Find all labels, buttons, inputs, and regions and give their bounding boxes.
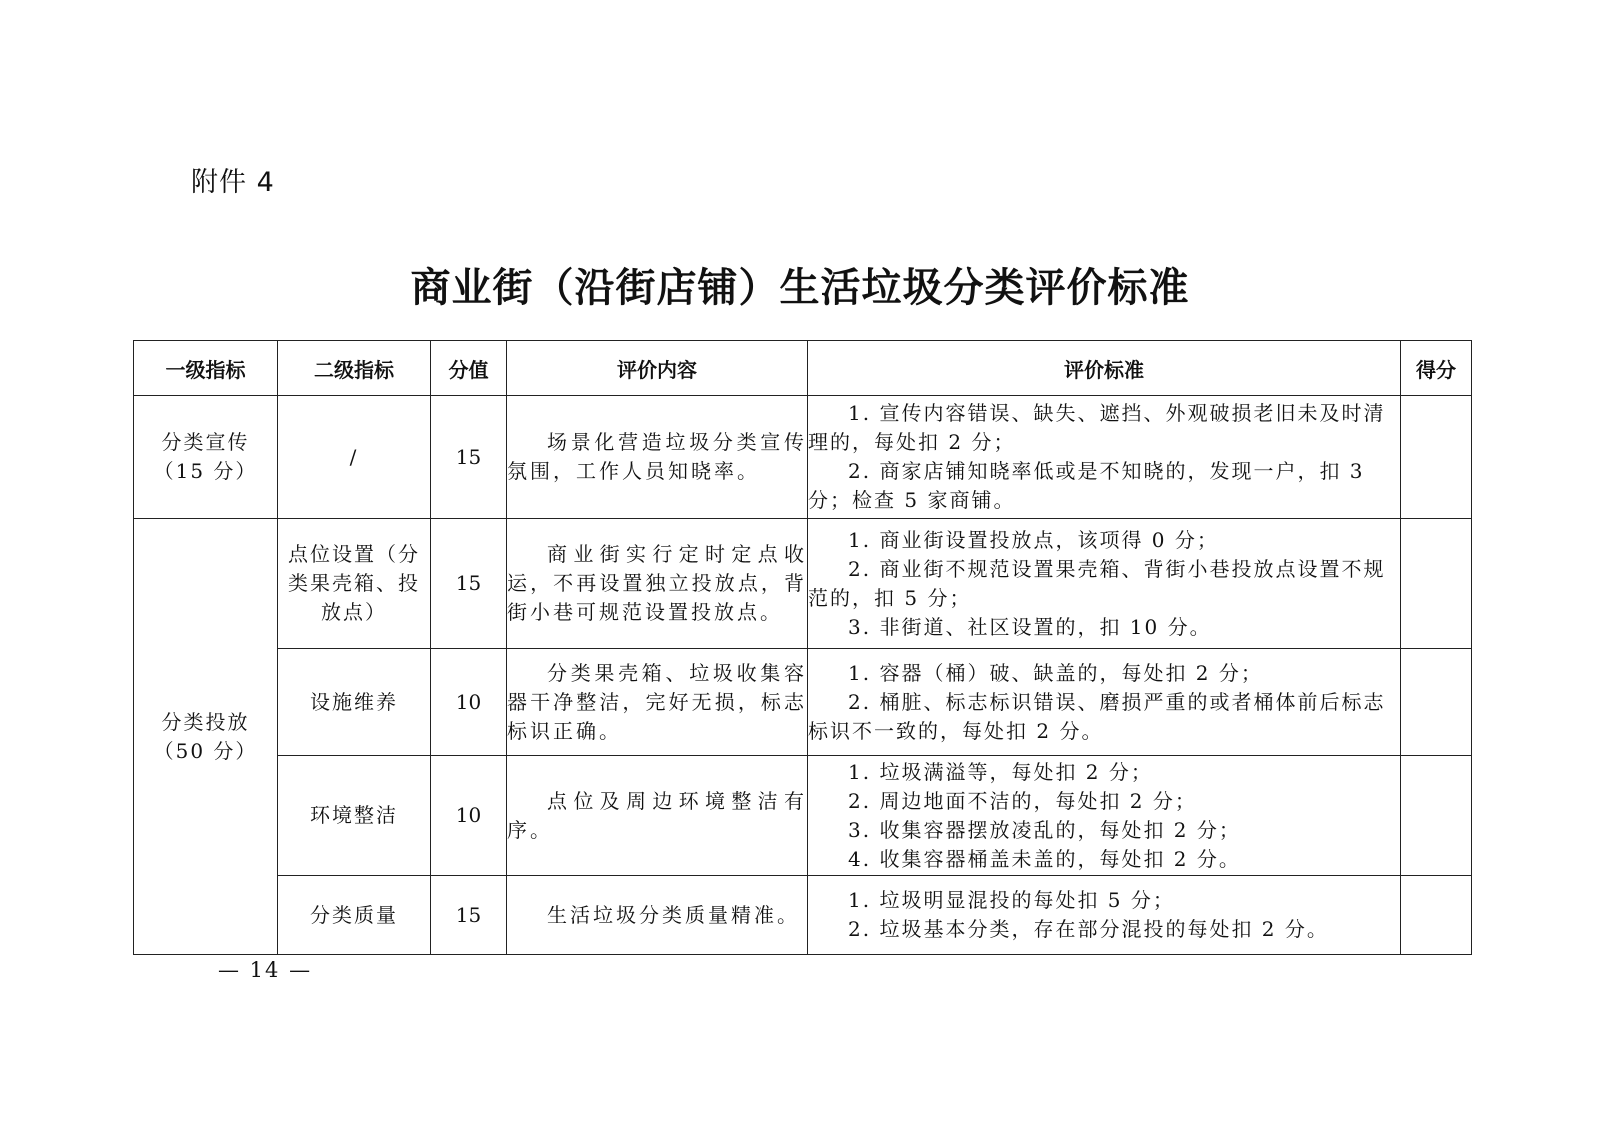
criteria-cell (808, 396, 1401, 519)
criteria-item: 3. 非街道、社区设置的，扣 10 分。 (848, 614, 1212, 639)
criteria-item: 3. 收集容器摆放凌乱的，每处扣 2 分； (848, 817, 1241, 842)
level1-cell (134, 396, 278, 519)
criteria-cell (808, 876, 1401, 955)
level1-cell (134, 519, 278, 955)
criteria-item: 1. 宣传内容错误、缺失、遮挡、外观破损老旧未及时清理的，每处扣 2 分； (808, 401, 1386, 454)
criteria-cell (808, 649, 1401, 756)
points-obtained-cell (1401, 649, 1472, 756)
points-obtained-cell (1401, 396, 1472, 519)
table-row (134, 649, 1472, 756)
content-cell: 商业街实行定时定点收运，不再设置独立投放点，背街小巷可规范设置投放点。 (507, 519, 808, 649)
criteria-cell (808, 756, 1401, 876)
criteria-item: 1. 商业街设置投放点，该项得 0 分； (848, 527, 1219, 552)
evaluation-table (133, 340, 1472, 955)
table-row (134, 519, 1472, 649)
score-cell: 10 (431, 756, 507, 876)
score-cell: 10 (431, 649, 507, 756)
content-cell: 生活垃圾分类质量精准。 (507, 876, 808, 955)
level1-points: （50 分） (153, 738, 258, 763)
criteria-item: 1. 容器（桶）破、缺盖的，每处扣 2 分； (848, 660, 1263, 685)
criteria-item: 1. 垃圾明显混投的每处扣 5 分； (848, 888, 1175, 912)
points-obtained-cell (1401, 519, 1472, 649)
header-level1: 一级指标 (134, 341, 278, 396)
level1-name: 分类宣传 (161, 430, 250, 454)
criteria-item: 2. 周边地面不洁的，每处扣 2 分； (848, 788, 1197, 813)
level2-cell: 点位设置（分类果壳箱、投放点） (278, 519, 431, 649)
table-row (134, 396, 1472, 519)
header-criteria: 评价标准 (808, 341, 1401, 396)
content-cell: 分类果壳箱、垃圾收集容器干净整洁，完好无损，标志标识正确。 (507, 649, 808, 756)
header-points-obtained: 得分 (1401, 341, 1472, 396)
criteria-item: 4. 收集容器桶盖未盖的，每处扣 2 分。 (848, 846, 1241, 871)
level2-cell: 分类质量 (278, 876, 431, 955)
criteria-item: 2. 商家店铺知晓率低或是不知晓的，发现一户，扣 3 分；检查 5 家商铺。 (808, 459, 1365, 512)
criteria-cell (808, 519, 1401, 649)
level1-name: 分类投放 (161, 709, 250, 734)
page-number: — 14 — (218, 958, 313, 982)
score-cell: 15 (431, 519, 507, 649)
criteria-item: 1. 垃圾满溢等，每处扣 2 分； (848, 759, 1153, 784)
criteria-item: 2. 商业街不规范设置果壳箱、背街小巷投放点设置不规范的，扣 5 分； (808, 556, 1386, 610)
score-cell: 15 (431, 876, 507, 955)
criteria-item: 2. 桶脏、标志标识错误、磨损严重的或者桶体前后标志标识不一致的，每处扣 2 分。 (808, 689, 1386, 743)
level2-cell: 环境整洁 (278, 756, 431, 876)
criteria-item: 2. 垃圾基本分类，存在部分混投的每处扣 2 分。 (848, 917, 1329, 941)
table-row (134, 876, 1472, 955)
header-score: 分值 (431, 341, 507, 396)
level2-cell: / (278, 396, 431, 519)
score-cell: 15 (431, 396, 507, 519)
level2-cell: 设施维养 (278, 649, 431, 756)
level1-points: （15 分） (153, 459, 258, 483)
header-level2: 二级指标 (278, 341, 431, 396)
content-cell: 场景化营造垃圾分类宣传氛围，工作人员知晓率。 (507, 396, 808, 519)
points-obtained-cell (1401, 756, 1472, 876)
document-title: 商业街（沿街店铺）生活垃圾分类评价标准 (410, 264, 1190, 311)
table-header-row (134, 341, 1472, 396)
table-row (134, 756, 1472, 876)
attachment-label: 附件 4 (191, 167, 275, 198)
points-obtained-cell (1401, 876, 1472, 955)
header-content: 评价内容 (507, 341, 808, 396)
content-cell: 点位及周边环境整洁有序。 (507, 756, 808, 876)
